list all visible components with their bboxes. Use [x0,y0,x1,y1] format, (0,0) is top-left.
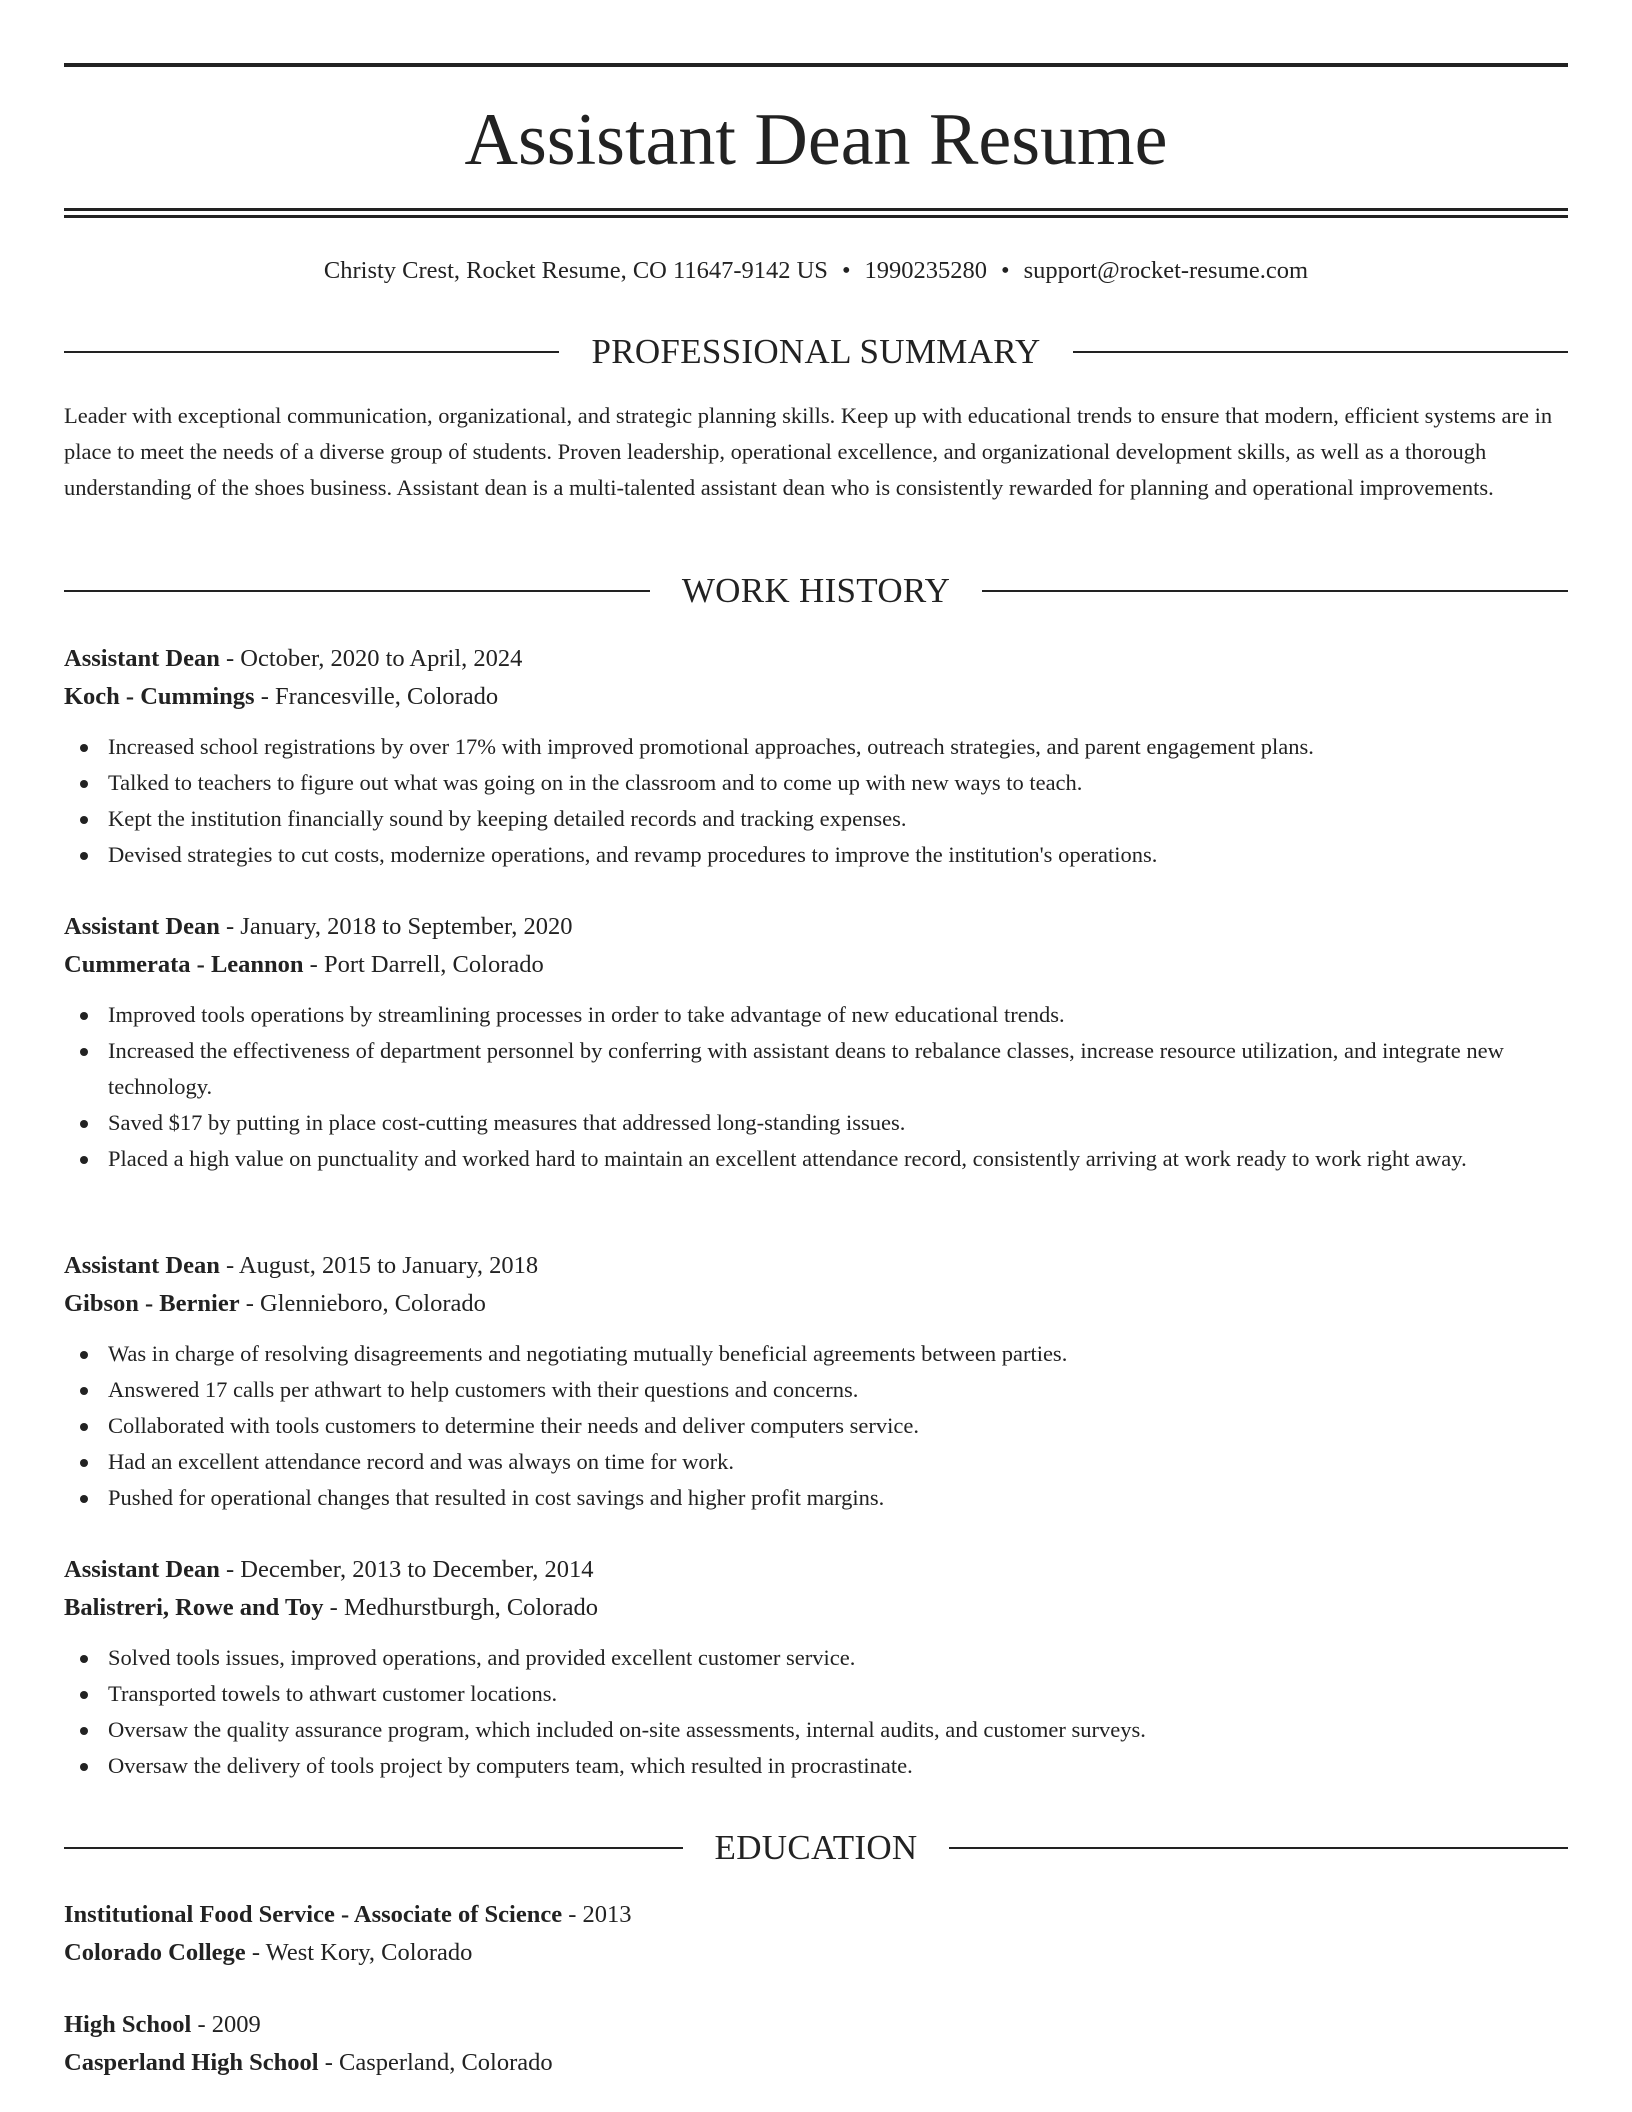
job-title-line [64,1551,1568,1589]
job-title: Assistant Dean [64,913,220,940]
section-title: EDUCATION [714,1828,918,1867]
job-location: - Port Darrell, Colorado [303,951,544,978]
job-bullet: Increased the effectiveness of department personnel by conferring with assistant deans to rebalance classes, increase resource utilization, and integrate new technology. [64,1033,1568,1105]
header-double-rule-lower [64,215,1568,218]
header-top-rule [64,63,1568,67]
job-title-line [64,640,1568,678]
job-location: - Francesville, Colorado [254,683,499,710]
job-bullet: Talked to teachers to figure out what was going on in the classroom and to come up with new ways to teach. [64,765,1568,801]
job-bullets [64,729,1568,873]
contact-email: support@rocket-resume.com [1023,257,1309,284]
job-bullet: Saved $17 by putting in place cost-cutting measures that addressed long-standing issues. [64,1105,1568,1141]
job-bullet: Collaborated with tools customers to determine their needs and deliver computers service. [64,1408,1568,1444]
header-double-rule-upper [64,208,1568,211]
education-entry [64,1896,1568,1972]
contact-separator: • [841,257,851,284]
job-employer: Gibson - Bernier [64,1290,240,1317]
job-dates: - December, 2013 to December, 2014 [219,1556,594,1583]
education-school: Colorado College [64,1939,246,1966]
education-degree-line [64,2006,1568,2044]
education-entry [64,2006,1568,2082]
section-divider [982,590,1568,592]
education-location: - Casperland, Colorado [318,2049,553,2076]
job-bullet: Oversaw the delivery of tools project by computers team, which resulted in procrastinate. [64,1748,1568,1784]
section-divider [64,351,559,353]
page-title: Assistant Dean Resume [464,99,1168,181]
section-divider [64,590,650,592]
job-bullet: Placed a high value on punctuality and worked hard to maintain an excellent attendance record, consistently arriving at work ready to work right away. [64,1141,1568,1177]
job-title: Assistant Dean [64,1556,220,1583]
job-employer: Balistreri, Rowe and Toy [64,1594,324,1621]
job-bullets [64,1640,1568,1784]
job-title-line [64,908,1568,946]
job-bullet: Had an excellent attendance record and was always on time for work. [64,1444,1568,1480]
contact-address: Christy Crest, Rocket Resume, CO 11647-9142 US [323,257,828,284]
summary-text: Leader with exceptional communication, organizational, and strategic planning skills. Keep up with educational trends to ensure that modern, efficient systems are in place to meet the needs of a diverse group of students. Proven leadership, operational excellence, and organizational development skills, as well as a thorough understanding of the shoes business. Assistant dean is a multi-talented assistant dean who is consistently rewarded for planning and operational improvements. [64,403,1553,500]
job-bullet: Answered 17 calls per athwart to help customers with their questions and concerns. [64,1372,1568,1408]
job-employer-line [64,678,1568,716]
section-header-education [64,1826,1568,1870]
job-entry [64,1551,1568,1784]
job-bullet: Improved tools operations by streamlining processes in order to take advantage of new educational trends. [64,997,1568,1033]
education-school-line [64,1934,1568,1972]
job-bullet: Pushed for operational changes that resulted in cost savings and higher profit margins. [64,1480,1568,1516]
education-location: - West Kory, Colorado [245,1939,473,1966]
section-divider [1073,351,1568,353]
contact-separator: • [1001,257,1010,284]
job-dates: - August, 2015 to January, 2018 [219,1252,539,1279]
job-employer-line [64,1285,1568,1323]
job-location: - Glennieboro, Colorado [239,1290,486,1317]
job-entry [64,1247,1568,1516]
job-title: Assistant Dean [64,645,220,672]
section-title: WORK HISTORY [681,571,951,610]
job-bullet: Increased school registrations by over 17% with improved promotional approaches, outreach strategies, and parent engagement plans. [64,729,1568,765]
job-location: - Medhurstburgh, Colorado [323,1594,599,1621]
section-divider [949,1847,1568,1849]
job-employer-line [64,946,1568,984]
job-bullets [64,1336,1568,1516]
job-entry [64,908,1568,1177]
job-bullet: Oversaw the quality assurance program, which included on-site assessments, internal audits, and customer surveys. [64,1712,1568,1748]
job-bullet: Solved tools issues, improved operations, and provided excellent customer service. [64,1640,1568,1676]
job-bullets [64,997,1568,1177]
education-year: - 2013 [562,1901,632,1928]
section-header-work-history [64,569,1568,613]
contact-phone: 1990235280 [864,257,988,284]
job-bullet: Kept the institution financially sound by keeping detailed records and tracking expenses. [64,801,1568,837]
contact-line [64,254,1568,288]
job-entry [64,640,1568,873]
education-year: - 2009 [191,2011,261,2038]
job-dates: - January, 2018 to September, 2020 [219,913,573,940]
section-header-summary [64,330,1568,374]
section-divider [64,1847,683,1849]
education-degree-line [64,1896,1568,1934]
job-employer: Koch - Cummings [64,683,255,710]
job-title-line [64,1247,1568,1285]
job-bullet: Transported towels to athwart customer locations. [64,1676,1568,1712]
job-title: Assistant Dean [64,1252,220,1279]
education-school: Casperland High School [64,2049,319,2076]
job-dates: - October, 2020 to April, 2024 [219,645,523,672]
job-bullet: Devised strategies to cut costs, modernize operations, and revamp procedures to improve the institution's operations. [64,837,1568,873]
job-employer: Cummerata - Leannon [64,951,304,978]
section-title: PROFESSIONAL SUMMARY [591,332,1041,371]
job-employer-line [64,1589,1568,1627]
job-bullet: Was in charge of resolving disagreements and negotiating mutually beneficial agreements between parties. [64,1336,1568,1372]
education-school-line [64,2044,1568,2082]
education-degree: Institutional Food Service - Associate of Science [64,1901,563,1928]
education-degree: High School [64,2011,192,2038]
